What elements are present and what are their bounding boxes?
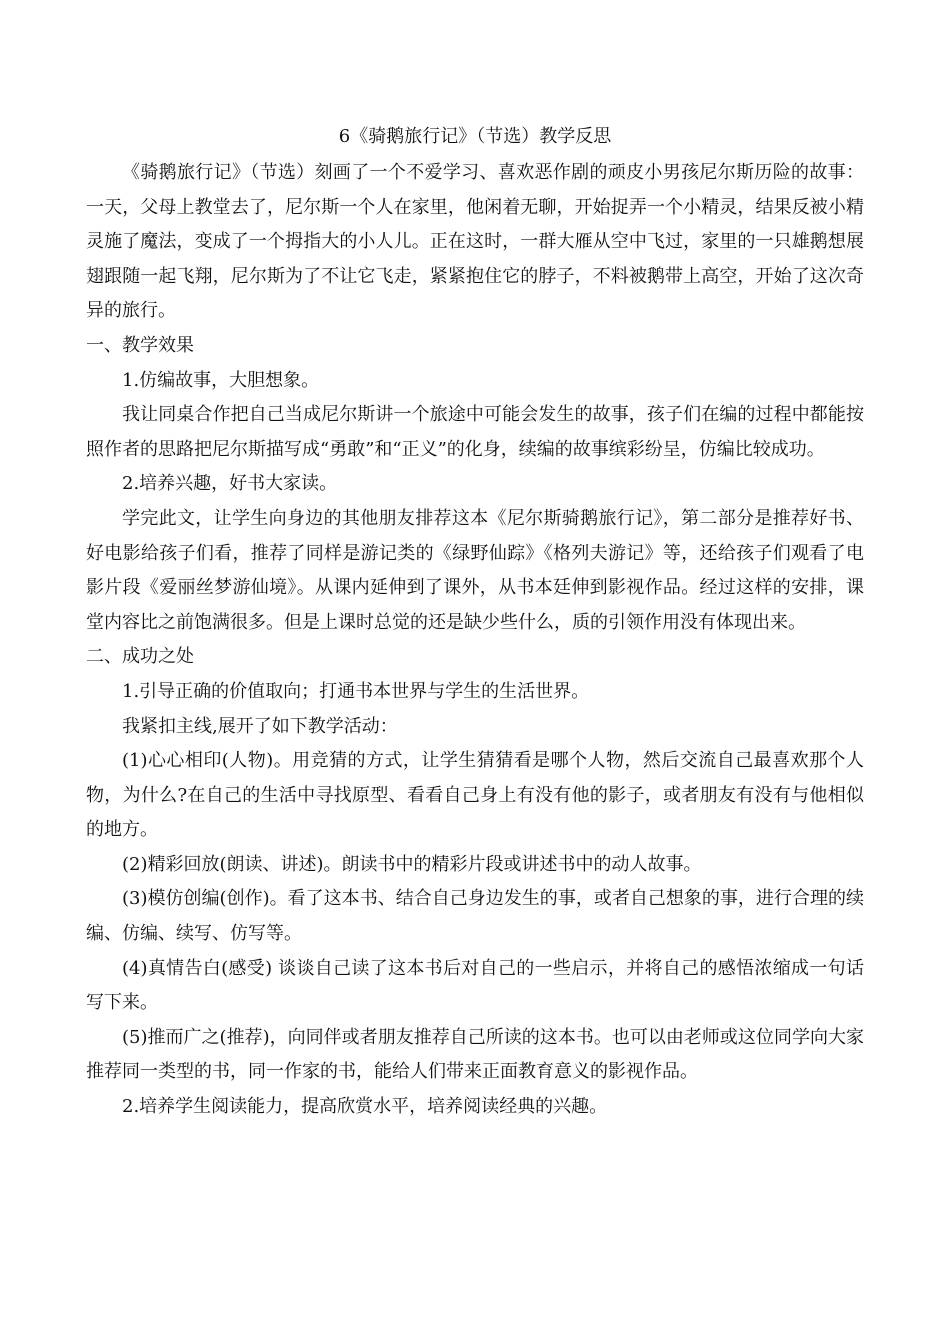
activity-paragraph: (3)模仿创编(创作)。看了这本书、结合自己身边发生的事，或者自己想象的事，进行合理的续编、仿编、续写、仿写等。 <box>86 888 864 945</box>
activity-paragraph: (5)推而广之(推荐)，向同伴或者朋友推荐自己所读的这本书。也可以由老师或这位同学向大家推荐同一类型的书，同一作家的书，能给人们带来正面教育意义的影视作品。 <box>86 1026 864 1083</box>
section-heading-teaching-effect: 一、教学效果 <box>86 334 194 356</box>
item-title-reading-ability: 2.培养学生阅读能力，提高欣赏水平，培养阅读经典的兴趣。 <box>122 1096 608 1118</box>
item-paragraph-reading-interest: 学完此文，让学生向身边的其他朋友排荐这本《尼尔斯骑鹅旅行记》，第二部分是推荐好书、好电影给孩子们看，推荐了同样是游记类的《绿野仙踪》《格列夫游记》等，还给孩子们观看了电影片段《爱丽丝梦游仙境》。从课内延伸到了课外，从书本廷伸到影视作品。经过这样的安排，课堂内容比之前饱满很多。但是上课时总觉的还是缺少些什么，质的引领作用没有体现出来。 <box>86 507 864 633</box>
activity-paragraph: (2)精彩回放(朗读、讲述)。朗读书中的精彩片段或讲述书中的动人故事。 <box>122 853 702 875</box>
item-title-reading-interest: 2.培养兴趣，好书大家读。 <box>122 473 338 495</box>
intro-paragraph: 《骑鹅旅行记》（节选）刻画了一个不爱学习、喜欢恶作剧的顽皮小男孩尼尔斯历险的故事：一天，父母上教堂去了，尼尔斯一个人在家里，他闲着无聊，开始捉弄一个小精灵，结果反被小精灵施了魔法，变成了一个拇指大的小人儿。正在这时，一群大雁从空中飞过，家里的一只雄鹅想展翅跟随一起飞翔，尼尔斯为了不让它飞走，紧紧抱住它的脖子，不料被鹅带上高空，开始了这次奇异的旅行。 <box>86 162 864 322</box>
document-body <box>86 156 864 1125</box>
item-title-value-orientation: 1.引导正确的价值取向；打通书本世界与学生的生活世界。 <box>122 680 590 702</box>
activity-paragraph: (4)真情告白(感受) 谈谈自己读了这本书后对自己的一些启示，并将自己的感悟浓缩成一句话写下来。 <box>86 957 864 1014</box>
item-intro-activities: 我紧扣主线,展开了如下教学活动： <box>122 715 398 737</box>
item-title-imitation-story: 1.仿编故事，大胆想象。 <box>122 369 320 391</box>
page-title: 6《骑鹅旅行记》（节选）教学反思 <box>338 126 612 147</box>
section-heading-success: 二、成功之处 <box>86 646 194 668</box>
item-paragraph-imitation-story: 我让同桌合作把自己当成尼尔斯讲一个旅途中可能会发生的故事，孩子们在编的过程中都能按照作者的思路把尼尔斯描写成“勇敢”和“正义”的化身，续编的故事缤彩纷呈，仿编比较成功。 <box>86 404 864 460</box>
activity-paragraph: (1)心心相印(人物)。用竞猜的方式，让学生猜猜看是哪个人物，然后交流自己最喜欢那个人物，为什么?在自己的生活中寻找原型、看看自己身上有没有他的影子，或者朋友有没有与他相似的地方。 <box>86 750 864 841</box>
